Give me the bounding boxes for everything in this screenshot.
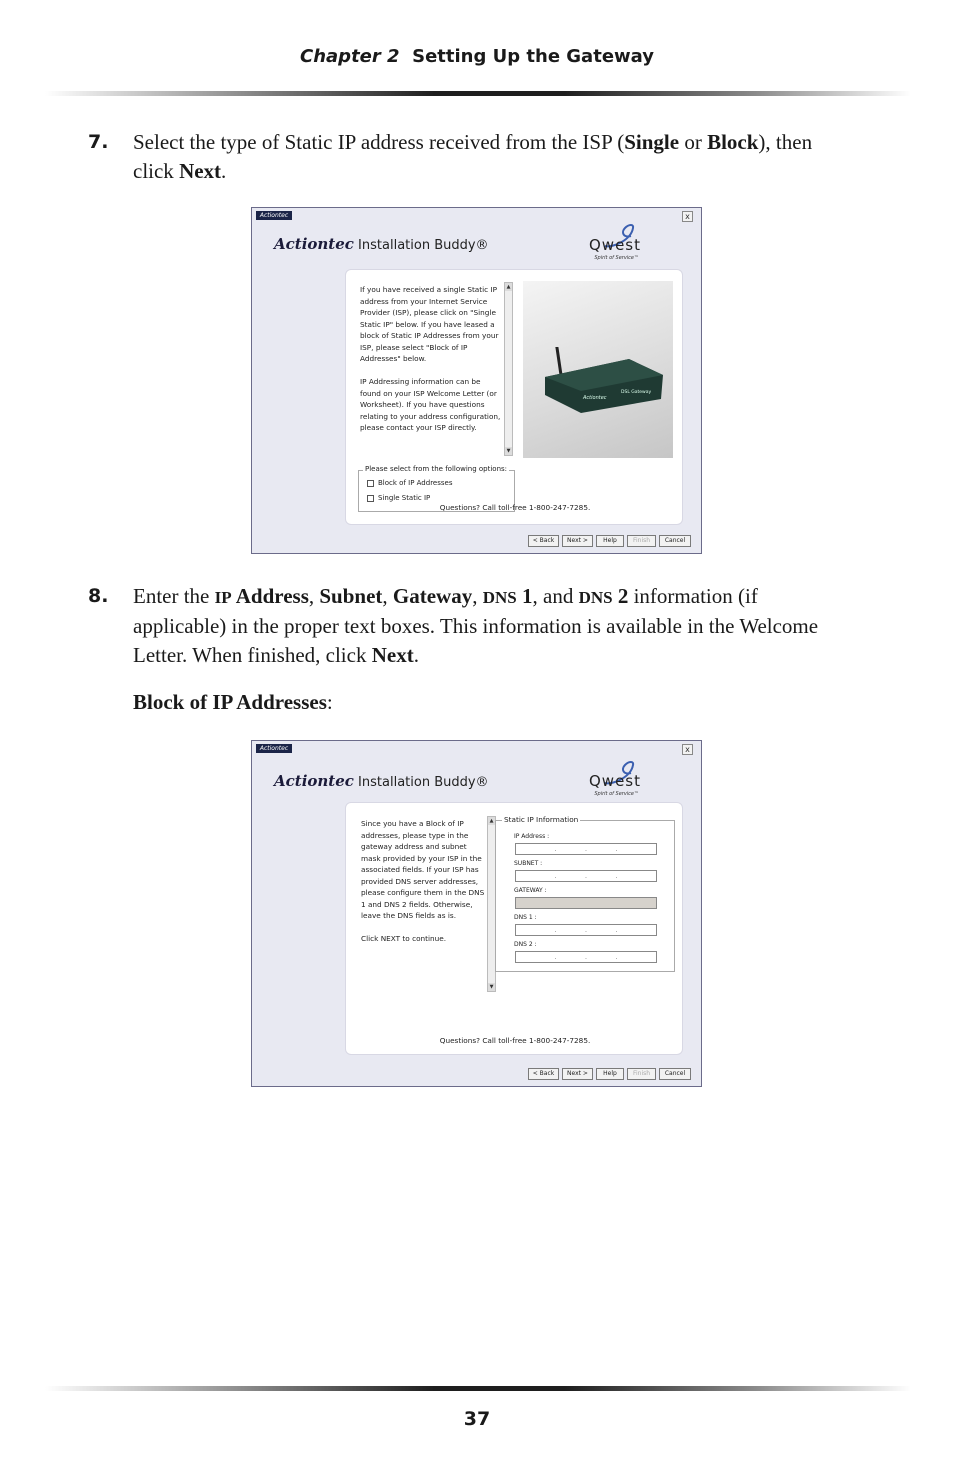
ip-address-label: IP Address : (514, 833, 550, 840)
help-button[interactable]: Help (596, 1068, 624, 1080)
scroll-down-icon[interactable]: ▼ (489, 984, 494, 990)
back-button[interactable]: < Back (528, 1068, 559, 1080)
next-button[interactable]: Next > (562, 535, 593, 547)
svg-text:Actiontec: Actiontec (583, 395, 607, 401)
header-rule (45, 91, 911, 96)
titlebar-logo: Actiontec (256, 211, 292, 220)
title-bar (252, 741, 701, 757)
cancel-button[interactable]: Cancel (659, 535, 691, 547)
static-ip-type-dialog (251, 207, 702, 554)
gateway-label: GATEWAY : (514, 887, 547, 894)
static-ip-info-dialog (251, 740, 702, 1087)
wizard-buttons (528, 1068, 691, 1080)
step-text: Select the type of Static IP address received from the ISP (Single or Block), then click Next. (133, 130, 813, 183)
step-text: Enter the IP Address, Subnet, Gateway, DNS 1, and DNS 2 information (if applicable) in the proper text boxes. This information is available in the Welcome Letter. When finished, click Next. (133, 584, 819, 667)
back-button[interactable]: < Back (528, 535, 559, 547)
content-panel (345, 802, 683, 1055)
chapter-label: Chapter 2 (300, 46, 400, 67)
content-panel (345, 269, 683, 525)
step-number: 8. (88, 585, 109, 607)
gateway-photo (523, 281, 673, 458)
brand-title: Actiontec Installation Buddy® (274, 235, 489, 253)
finish-button: Finish (627, 1068, 656, 1080)
footer-rule (45, 1386, 911, 1391)
step-number: 7. (88, 131, 109, 153)
dns1-input[interactable]: . . . (515, 924, 657, 936)
dns1-label: DNS 1 : (514, 914, 537, 921)
cancel-button[interactable]: Cancel (659, 1068, 691, 1080)
step-7 (88, 128, 848, 186)
single-ip-checkbox[interactable] (367, 495, 374, 502)
instructions-text: If you have received a single Static IP address from your Internet Service Provider (ISP), please click on "Single Static IP" below. If you have leased a block of Static IP Addresses from your ISP, please select "Block of IP Addresses" below. IP Addressing information can be found on your ISP Welcome Letter (or Worksheet). If you have questions relating to your address configuration, please contact your ISP directly. (360, 285, 501, 432)
block-ip-subheading: Block of IP Addresses: (133, 690, 333, 714)
finish-button: Finish (627, 535, 656, 547)
router-image (541, 347, 665, 413)
qwest-logo: Qwest (589, 772, 641, 790)
page-number: 37 (463, 1408, 491, 1430)
next-button[interactable]: Next > (562, 1068, 593, 1080)
gateway-input[interactable] (515, 897, 657, 909)
running-header (0, 46, 954, 67)
scroll-down-icon[interactable]: ▼ (506, 448, 511, 454)
ip-address-input[interactable]: . . . (515, 843, 657, 855)
svg-text:DSL Gateway: DSL Gateway (621, 390, 652, 395)
dns2-label: DNS 2 : (514, 941, 537, 948)
qwest-tagline: Spirit of Service™ (594, 255, 639, 261)
subnet-label: SUBNET : (514, 860, 543, 867)
block-ip-checkbox[interactable] (367, 480, 374, 487)
step-8 (88, 582, 848, 670)
option-single-ip[interactable]: Single Static IP (367, 494, 430, 502)
fieldset-legend: Static IP Information (504, 815, 579, 824)
help-button[interactable]: Help (596, 535, 624, 547)
dns2-input[interactable]: . . . (515, 951, 657, 963)
support-phone: Questions? Call toll-free 1-800-247-7285. (439, 503, 591, 512)
wizard-buttons (528, 535, 691, 547)
close-button[interactable]: x (682, 211, 693, 222)
scrollbar[interactable] (504, 282, 513, 456)
brand-title: Actiontec Installation Buddy® (274, 772, 489, 790)
support-phone: Questions? Call toll-free 1-800-247-7285. (439, 1036, 591, 1045)
options-legend: Please select from the following options: (365, 465, 508, 473)
scroll-up-icon[interactable]: ▲ (489, 818, 494, 824)
static-ip-fieldset (495, 815, 675, 972)
scroll-up-icon[interactable]: ▲ (506, 284, 511, 290)
titlebar-logo: Actiontec (256, 744, 292, 753)
qwest-tagline: Spirit of Service™ (594, 791, 639, 797)
subnet-input[interactable]: . . . (515, 870, 657, 882)
chapter-title: Setting Up the Gateway (412, 46, 654, 67)
qwest-logo: Qwest (589, 236, 641, 254)
instructions-text: Since you have a Block of IP addresses, please type in the gateway address and subnet mask provided by your ISP in the associated fields. If your ISP has provided DNS server addresses, please configure them in the DNS 1 and DNS 2 fields. Otherwise, leave the DNS fields as is. Click NEXT to continue. (361, 819, 485, 943)
close-button[interactable]: x (682, 744, 693, 755)
option-block-ip[interactable]: Block of IP Addresses (367, 479, 452, 487)
